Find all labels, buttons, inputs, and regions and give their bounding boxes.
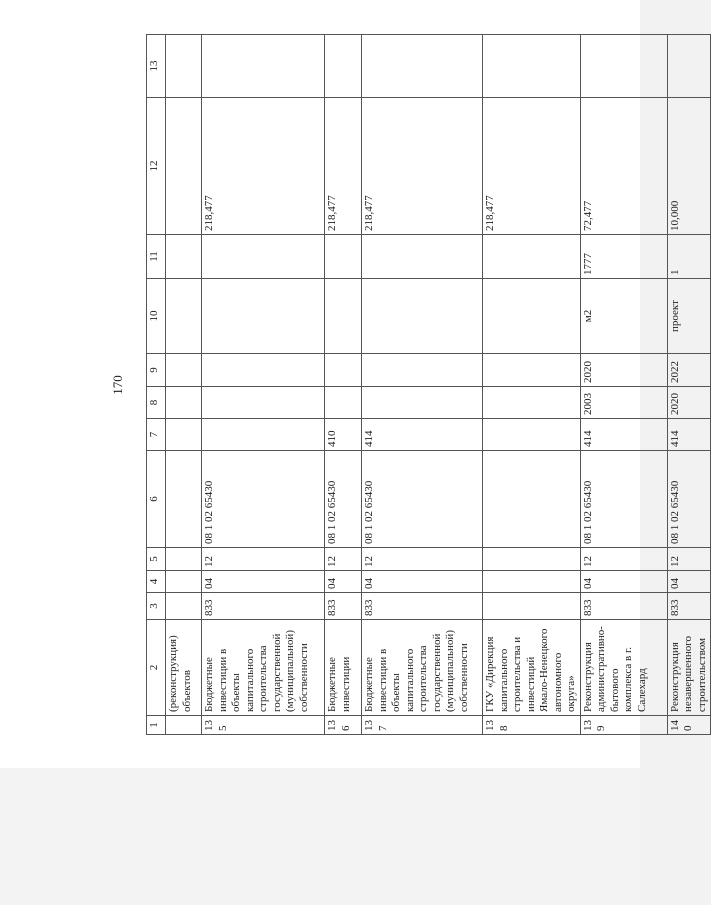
table-cell (202, 235, 325, 279)
table-cell (362, 279, 483, 354)
table-cell: 12 (580, 548, 667, 571)
table-cell (166, 35, 202, 98)
table-cell: 218,477 (362, 98, 483, 235)
table-cell: 136 (325, 716, 362, 735)
table-cell: 72,477 (580, 98, 667, 235)
table-cell: 135 (202, 716, 325, 735)
table-cell (166, 716, 202, 735)
table-cell: 833 (667, 593, 711, 620)
table-cell: (реконструкция) объектов (166, 620, 202, 716)
table-cell (362, 235, 483, 279)
table-cell: Бюджетные инвестиции в объекты капитального строительства государственной (муниципальной) собственности (362, 620, 483, 716)
table-cell: 2020 (667, 387, 711, 419)
table-cell (325, 354, 362, 387)
table-cell: 218,477 (325, 98, 362, 235)
table-cell: м2 (580, 279, 667, 354)
table-cell (325, 235, 362, 279)
table-row (166, 35, 202, 735)
table-cell: 08 1 02 65430 (362, 451, 483, 548)
table-cell: Реконструкция административно-бытового комплекса в г. Салехард (580, 620, 667, 716)
table-cell (667, 35, 711, 98)
table-cell (166, 548, 202, 571)
table-cell: 12 (325, 548, 362, 571)
table-cell (202, 35, 325, 98)
table-cell: 833 (580, 593, 667, 620)
table-cell: 08 1 02 65430 (580, 451, 667, 548)
table-cell (483, 571, 581, 593)
column-header-cell: 3 (147, 593, 166, 620)
table-row (202, 35, 325, 735)
table-cell: 833 (325, 593, 362, 620)
table-cell (202, 279, 325, 354)
table-cell: 137 (362, 716, 483, 735)
table-cell: Бюджетные инвестиции в объекты капитального строительства государственной (муниципальной) собственности (202, 620, 325, 716)
table-cell (483, 235, 581, 279)
table-cell (483, 451, 581, 548)
table-cell: 04 (362, 571, 483, 593)
table-cell (166, 98, 202, 235)
table-cell (166, 451, 202, 548)
table-cell: 12 (667, 548, 711, 571)
table-cell: ГКУ «Дирекция капитального строительства и инвестиций Ямало-Ненецкого автономного округа» (483, 620, 581, 716)
table-cell (483, 419, 581, 451)
table-cell (325, 279, 362, 354)
column-header-cell: 11 (147, 235, 166, 279)
column-header-cell: 12 (147, 98, 166, 235)
table-cell: 04 (667, 571, 711, 593)
table-row (580, 35, 667, 735)
table-cell (202, 419, 325, 451)
table-cell (202, 354, 325, 387)
table-cell: 138 (483, 716, 581, 735)
table-cell: 139 (580, 716, 667, 735)
column-header-cell: 7 (147, 419, 166, 451)
table-cell (325, 387, 362, 419)
column-header-cell: 6 (147, 451, 166, 548)
table-cell: 10,000 (667, 98, 711, 235)
table-cell (362, 35, 483, 98)
table-cell: 833 (202, 593, 325, 620)
table-cell: 12 (362, 548, 483, 571)
rotated-page-content (109, 35, 708, 735)
table-cell (483, 35, 581, 98)
table-cell (483, 548, 581, 571)
table-cell: 04 (325, 571, 362, 593)
table-cell (202, 387, 325, 419)
table-cell (580, 35, 667, 98)
table-cell (166, 419, 202, 451)
table-cell: 12 (202, 548, 325, 571)
table-cell (483, 279, 581, 354)
table-cell: 08 1 02 65430 (325, 451, 362, 548)
column-header-cell: 10 (147, 279, 166, 354)
table-cell (166, 354, 202, 387)
page-number: 170 (110, 375, 125, 395)
table-cell: 414 (362, 419, 483, 451)
scan-background (0, 768, 640, 905)
table-cell: 414 (580, 419, 667, 451)
table-cell: 1 (667, 235, 711, 279)
table-cell: 08 1 02 65430 (202, 451, 325, 548)
table-cell (166, 235, 202, 279)
table-cell: 08 1 02 65430 (667, 451, 711, 548)
table-cell (483, 387, 581, 419)
table-cell: 140 (667, 716, 711, 735)
table-cell: 04 (580, 571, 667, 593)
table-cell: 2003 (580, 387, 667, 419)
table-cell (362, 354, 483, 387)
table-cell: 1777 (580, 235, 667, 279)
column-header-cell: 4 (147, 571, 166, 593)
table-cell (166, 593, 202, 620)
table-cell: Бюджетные инвестиции (325, 620, 362, 716)
table-cell: 2020 (580, 354, 667, 387)
column-header-cell: 5 (147, 548, 166, 571)
table-row (325, 35, 362, 735)
table-cell (362, 387, 483, 419)
table-cell (166, 571, 202, 593)
table-cell: 218,477 (483, 98, 581, 235)
table-cell (166, 279, 202, 354)
table-cell: 410 (325, 419, 362, 451)
table-cell (483, 593, 581, 620)
column-header-cell: 1 (147, 716, 166, 735)
table-cell: Реконструкция незавершенного строительством (667, 620, 711, 716)
table-cell (325, 35, 362, 98)
table-header-row (147, 35, 166, 735)
table-row (483, 35, 581, 735)
table-cell: 414 (667, 419, 711, 451)
column-header-cell: 2 (147, 620, 166, 716)
column-header-cell: 8 (147, 387, 166, 419)
table-cell: 833 (362, 593, 483, 620)
table-cell: 2022 (667, 354, 711, 387)
table-cell (483, 354, 581, 387)
table-cell: 218,477 (202, 98, 325, 235)
budget-table (146, 34, 711, 735)
column-header-cell: 9 (147, 354, 166, 387)
column-header-cell: 13 (147, 35, 166, 98)
table-row (667, 35, 711, 735)
table-cell: 04 (202, 571, 325, 593)
table-row (362, 35, 483, 735)
table-cell (166, 387, 202, 419)
table-cell: проект (667, 279, 711, 354)
